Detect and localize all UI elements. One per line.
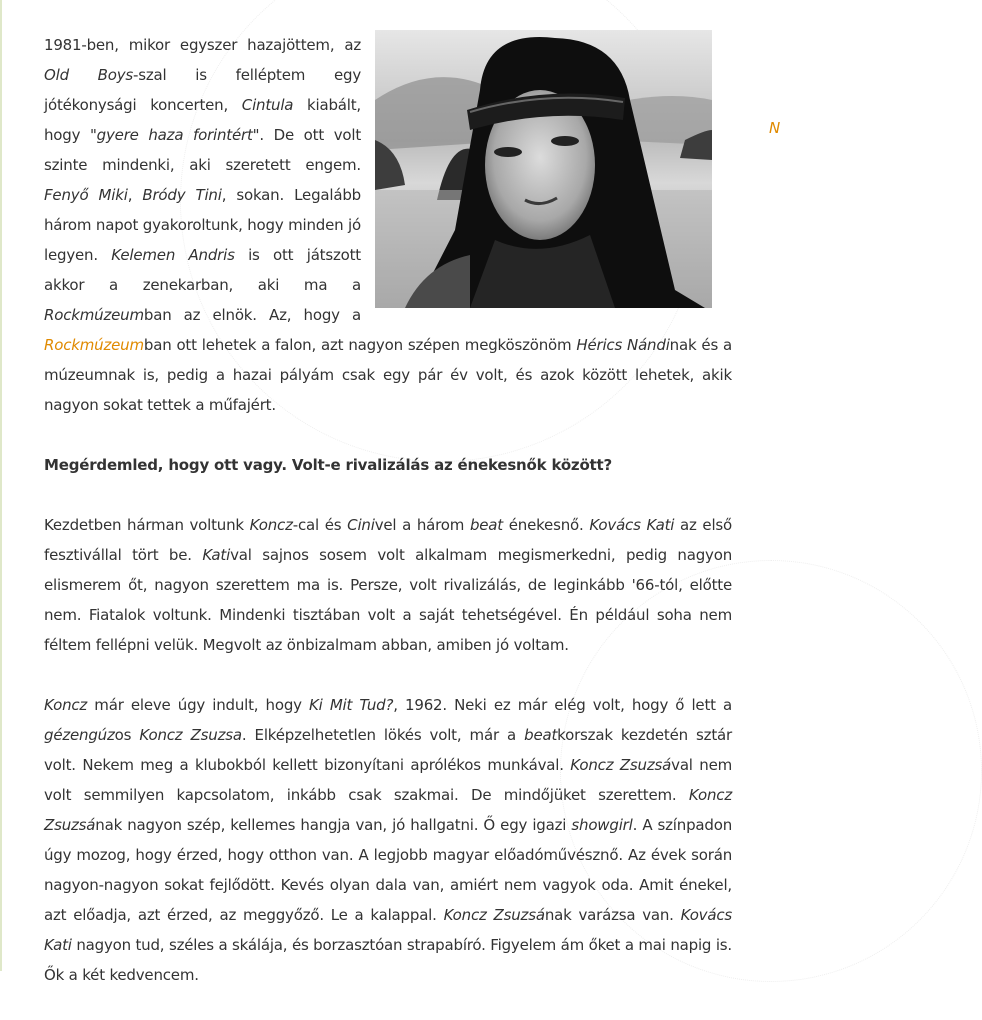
portrait-photo [375,30,712,308]
italic-name: Koncz Zsuzsá [570,756,672,774]
italic-term: beat [524,726,558,744]
text-run: , 1962. Neki ez már elég volt, hogy ő lett a [393,696,732,714]
text-run: nak varázsa van. [544,906,681,924]
italic-term: gézengúz [44,726,115,744]
italic-name: Old Boys [44,66,134,84]
interview-question: Megérdemled, hogy ott vagy. Volt-e rivalizálás az énekesnők között? [44,456,612,474]
text-run: -szal is felléptem egy jótékonysági koncerten, [44,66,361,114]
text-run: . A színpadon úgy mozog, hogy érzed, hogy otthon van. A legjobb magyar előadóművésznő. Az évek során nagyon-nagyon sokat fejlődött. Kevés olyan dala van, amiért nem vagyok oda. Amit énekel, azt előadja, azt érzed, az meggyőző. Le a kalappal. [44,816,733,924]
italic-term: showgirl [571,816,633,834]
italic-title: Ki Mit Tud? [309,696,394,714]
text-run: -cal és [292,516,348,534]
italic-term: beat [469,516,503,534]
text-run: az első fesztivállal tört be. [44,516,733,564]
sidebar-link-fragment[interactable]: N [769,119,781,137]
italic-name: Kelemen Andris [111,246,235,264]
italic-name: Koncz Zsuzsá [443,906,545,924]
text-run: nagyon tud, széles a skálája, és borzasztóan strapabíró. Figyelem ám őket a mai napig is. Ők a két kedvencem. [44,936,732,984]
text-run: ban az elnök. Az, hogy a [143,306,361,324]
text-run: . Elképzelhetetlen lökés volt, már a [241,726,525,744]
text-run: os [114,726,140,744]
text-run: val sajnos sosem volt alkalmam megismerkedni, pedig nagyon elismerem őt, nagyon szerettem ma is. Persze, volt rivalizálás, de leginkább '66-tól, előtte nem. Fiatalok voltunk. Mindenki tisztában volt a saját tehetségével. Én például soha nem féltem fellépni velük. Megvolt az önbizalmam abban, amiben jó voltam. [44,546,732,654]
text-run: énekesnő. [502,516,590,534]
italic-name: Cintula [241,96,294,114]
text-run: , [127,186,143,204]
paragraph-2 [44,510,732,660]
text-run: nak nagyon szép, kellemes hangja van, jó hallgatni. Ő egy igazi [95,816,572,834]
article-body [44,30,732,1020]
text-run: , sokan. Legalább három napot gyakoroltunk, hogy minden jó legyen. [44,186,361,264]
italic-name: Kati [202,546,231,564]
text-run: kiabált, hogy [44,96,362,144]
rockmuzeum-link[interactable]: Rockmúzeum [44,336,144,354]
text-run: nak és a múzeumnak is, pedig a hazai pályám csak egy pár év volt, és azok között lehetek, akik nagyon sokat tettek a műfajért. [44,336,732,414]
portrait-image [375,30,712,308]
italic-name: Koncz [44,696,88,714]
italic-name: Rockmúzeum [44,306,144,324]
italic-name: Fenyő Miki [44,186,128,204]
italic-name: Kovács Kati [589,516,675,534]
text-run: vel a három [374,516,470,534]
italic-name: Bródy Tini [142,186,222,204]
text-run: val nem volt semmilyen kapcsolatom, inkább csak szakmai. De mindőjüket szerettem. [44,756,733,804]
italic-name: Koncz [249,516,293,534]
text-run: . De ott volt szinte mindenki, aki szeretett engem. [44,126,361,174]
paragraph-1 [44,30,732,420]
text-run: már eleve úgy indult, hogy [87,696,310,714]
italic-name: Koncz Zsuzsá [44,786,732,834]
italic-name: Hérics Nándi [576,336,670,354]
text-run: is ott játszott akkor a zenekarban, aki ma a [44,246,361,294]
italic-name: Koncz Zsuzsa [139,726,242,744]
text-run: 1981-ben, mikor egyszer hazajöttem, az [44,36,361,54]
italic-name: Cini [347,516,375,534]
text-run: ban ott lehetek a falon, azt nagyon szépen megköszönöm [143,336,577,354]
italic-name: Kovács Kati [44,906,733,954]
paragraph-3 [44,690,732,990]
text-run: korszak kezdetén sztár volt. Nekem meg a klubokból kellett bizonyítani aprólékos munkával. [44,726,732,774]
italic-quote: "gyere haza forintért" [89,126,260,144]
left-border-rule [0,0,2,971]
text-run: Kezdetben hárman voltunk [44,516,250,534]
